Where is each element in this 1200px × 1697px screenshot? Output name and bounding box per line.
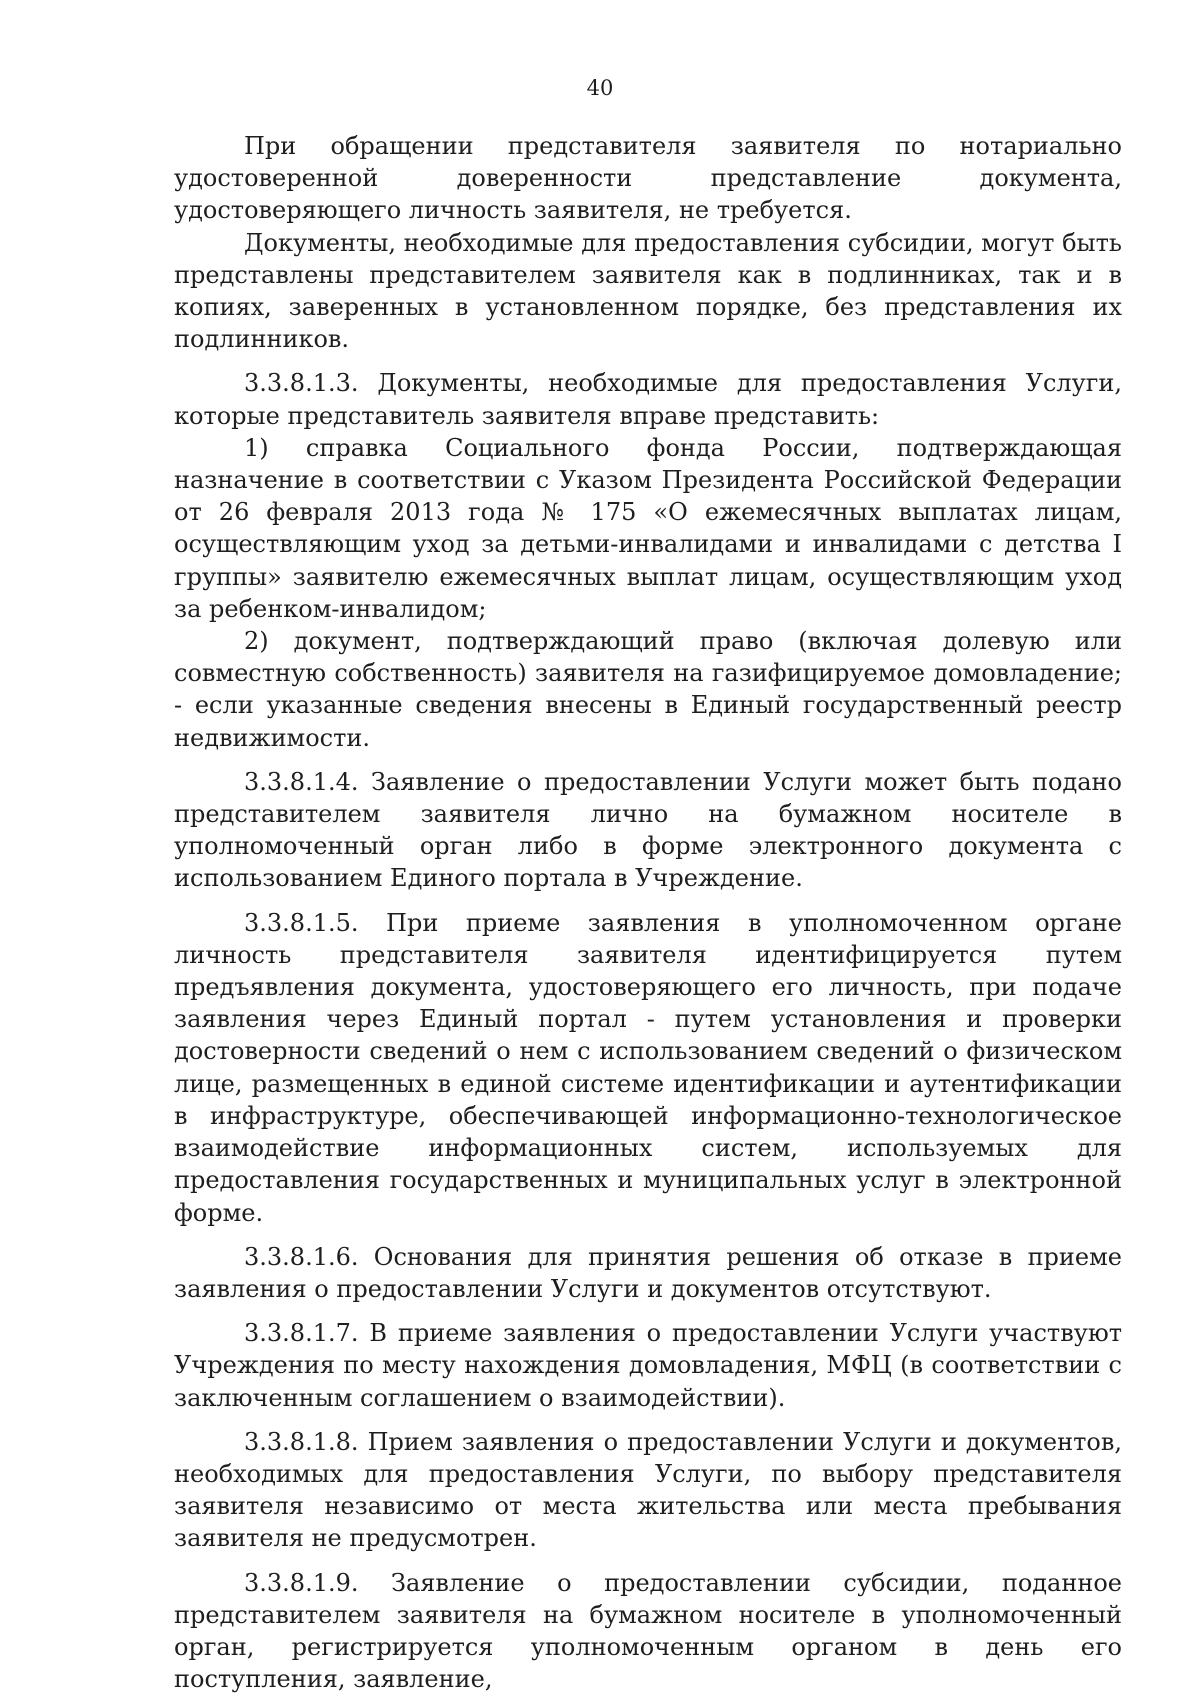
list-item-2-ownership-document: 2) документ, подтверждающий право (включая долевую или совместную собственность) заявителя на газифицируемое домовладение; - если указанные сведения внесены в Единый государственный реестр недвижимости. bbox=[174, 627, 1122, 752]
paragraph-3-3-8-1-4: 3.3.8.1.4. Заявление о предоставлении Услуги может быть подано представителем заявителя лично на бумажном носителе в уполномоченный орган либо в форме электронного документа с использованием Единого портала в Учреждение. bbox=[174, 767, 1122, 893]
paragraph-3-3-8-1-8: 3.3.8.1.8. Прием заявления о предоставлении Услуги и документов, необходимых для предоставления Услуги, по выбору представителя заявителя независимо от места жительства или места пребывания заявителя не предусмотрен. bbox=[174, 1427, 1122, 1553]
list-item-1-sfr-certificate: 1) справка Социального фонда России, подтверждающая назначение в соответствии с Указом Президента Российской Федерации от 26 февраля 2013 года № 175 «О ежемесячных выплатах лицам, осуществляющим уход за детьми-инвалидами и инвалидами с детства I группы» заявителю ежемесячных выплат лицам, осуществляющим уход за ребенком-инвалидом; bbox=[174, 433, 1122, 623]
paragraph-3-3-8-1-3: 3.3.8.1.3. Документы, необходимые для предоставления Услуги, которые представитель заявителя вправе представить: bbox=[174, 369, 1122, 430]
paragraph-notarial-representation: При обращении представителя заявителя по нотариально удостоверенной доверенности представление документа, удостоверяющего личность заявителя, не требуется. bbox=[174, 132, 1122, 225]
paragraph-3-3-8-1-5: 3.3.8.1.5. При приеме заявления в уполномоченном органе личность представителя заявителя идентифицируется путем предъявления документа, удостоверяющего его личность, при подаче заявления через Единый портал - путем установления и проверки достоверности сведений о нем с использованием сведений о физическом лице, размещенных в единой системе идентификации и аутентификации в инфраструктуре, обеспечивающей информационно-технологическое взаимодействие информационных систем, используемых для предоставления государственных и муниципальных услуг в электронной форме. bbox=[174, 908, 1122, 1227]
document-body bbox=[174, 130, 1122, 1695]
paragraph-documents-originals-copies: Документы, необходимые для предоставления субсидии, могут быть представлены представителем заявителя как в подлинниках, так и в копиях, заверенных в установленном порядке, без представления их подлинников. bbox=[174, 228, 1122, 354]
page-number: 40 bbox=[586, 76, 614, 100]
paragraph-3-3-8-1-6: 3.3.8.1.6. Основания для принятия решения об отказе в приеме заявления о предоставлении Услуги и документов отсутствуют. bbox=[174, 1242, 1122, 1303]
paragraph-3-3-8-1-7: 3.3.8.1.7. В приеме заявления о предоставлении Услуги участвуют Учреждения по месту нахождения домовладения, МФЦ (в соответствии с заключенным соглашением о взаимодействии). bbox=[174, 1319, 1122, 1412]
paragraph-3-3-8-1-9: 3.3.8.1.9. Заявление о предоставлении субсидии, поданное представителем заявителя на бумажном носителе в уполномоченный орган, регистрируется уполномоченным органом в день его поступления, заявление, bbox=[174, 1568, 1122, 1694]
